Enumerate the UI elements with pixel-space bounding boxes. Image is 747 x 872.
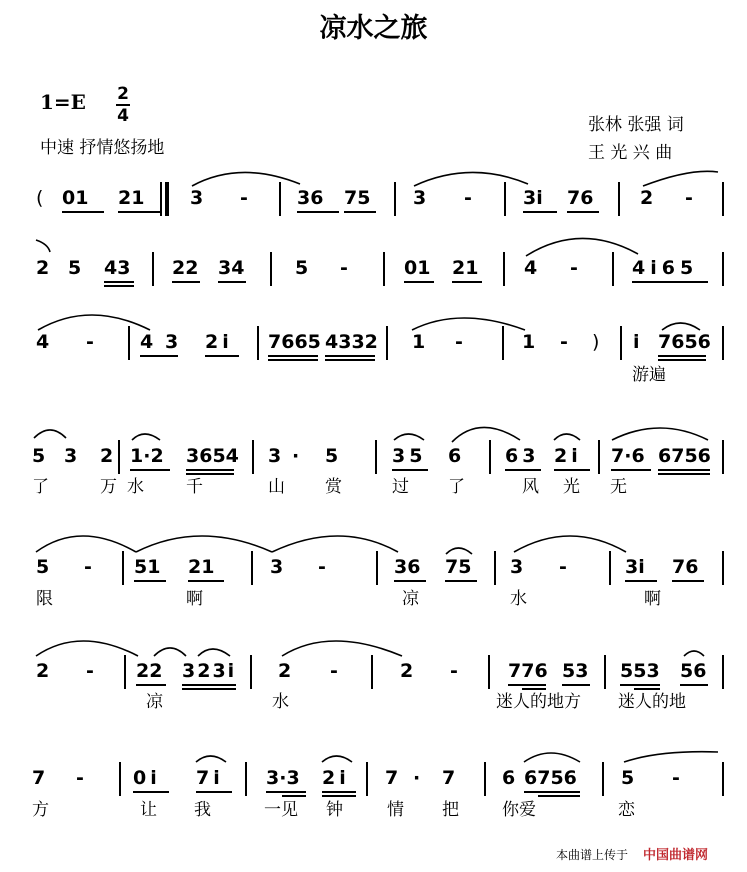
note-group: - — [84, 556, 92, 578]
tie — [282, 641, 402, 656]
note-group: - — [455, 331, 463, 353]
slur — [394, 434, 424, 440]
note-group: 76 — [567, 187, 594, 209]
lyric: 凉 — [146, 692, 163, 712]
lyric: 过 — [392, 477, 409, 497]
note-group: - — [86, 660, 94, 682]
note-group: 5 — [32, 445, 46, 467]
slur — [132, 434, 160, 440]
slur — [136, 536, 272, 552]
slur — [322, 756, 352, 762]
note-group: 2 — [36, 257, 50, 279]
note-group: 0i — [133, 767, 161, 789]
slur — [446, 548, 472, 554]
lyric: 山 — [268, 477, 285, 497]
tie — [624, 752, 718, 762]
note-group: 01 — [404, 257, 431, 279]
tie — [36, 536, 136, 552]
lyric: 啊 — [186, 589, 203, 609]
note-group: 43 — [104, 257, 131, 279]
lyric: 方 — [32, 800, 49, 820]
site-logo[interactable] — [643, 844, 708, 863]
note-group: - — [559, 556, 567, 578]
slur — [154, 648, 186, 656]
tie — [412, 318, 525, 330]
note-group: 6756 — [524, 767, 577, 789]
note-group: 553 — [620, 660, 660, 682]
page-title: 凉水之旅 — [319, 13, 428, 44]
note-group: 7 — [32, 767, 46, 789]
note-group: · — [292, 445, 300, 467]
tie — [452, 427, 520, 442]
note-group: - — [672, 767, 680, 789]
lyric: 把 — [442, 800, 459, 820]
tempo-marking: 中速 抒情悠扬地 — [40, 138, 165, 158]
slur — [684, 651, 704, 656]
lyric: 千 — [186, 477, 203, 497]
note-group: 4 — [524, 257, 538, 279]
note-group: 2 — [36, 660, 50, 682]
note-group: 3 — [510, 556, 524, 578]
lyric: 钟 — [326, 800, 343, 820]
note-group: 2i — [554, 445, 582, 467]
tie — [38, 315, 150, 330]
note-group: 22 — [172, 257, 199, 279]
lyric: 风光 — [522, 477, 604, 497]
note-group: 6 — [502, 767, 516, 789]
lyric: 啊 — [644, 589, 661, 609]
lyric: 无 — [610, 477, 627, 497]
note-group: 7656 — [658, 331, 711, 353]
note-group: 76 — [672, 556, 699, 578]
composer-credit: 王 光 兴 曲 — [588, 143, 673, 163]
note-group: 6 — [448, 445, 462, 467]
slur — [526, 238, 638, 256]
note-group: ( — [36, 187, 44, 209]
note-group: 6756 — [658, 445, 711, 467]
note-group: 51 — [134, 556, 161, 578]
lyric: 了 — [448, 477, 465, 497]
note-group: 3i — [523, 187, 543, 209]
note-group: 75 — [445, 556, 472, 578]
note-group: 7·6 — [611, 445, 645, 467]
lyric: 迷人的地 — [618, 692, 686, 712]
note-group: 5 — [68, 257, 82, 279]
note-group: 21 — [188, 556, 215, 578]
lyric: 游遍 — [632, 365, 666, 385]
tie — [36, 641, 138, 656]
note-group: ) — [592, 331, 600, 353]
note-group: 3 — [270, 556, 284, 578]
note-group: 53 — [562, 660, 589, 682]
time-numerator: 2 — [117, 84, 129, 104]
tie — [414, 172, 528, 186]
lyric: 我 — [194, 800, 211, 820]
lyric: 水 — [272, 692, 289, 712]
note-group: 36 — [297, 187, 324, 209]
note-group: 7665 — [268, 331, 321, 353]
time-denominator: 4 — [117, 106, 129, 126]
note-group: 2i — [322, 767, 350, 789]
note-group: 2 — [640, 187, 654, 209]
note-group: 7i — [196, 767, 224, 789]
note-group: 5 — [325, 445, 339, 467]
lyric: 情 — [387, 800, 404, 820]
lyric: 恋 — [618, 800, 635, 820]
note-group: 5 — [295, 257, 309, 279]
note-group: - — [685, 187, 693, 209]
note-group: 75 — [344, 187, 371, 209]
slur — [554, 434, 580, 440]
note-group: 3 — [64, 445, 78, 467]
lyricist-credit: 张林 张强 词 — [588, 115, 684, 135]
note-group: 34 — [218, 257, 245, 279]
note-group: 4i65 — [632, 257, 699, 279]
lyric: 凉 — [402, 589, 419, 609]
note-group: 3 — [190, 187, 204, 209]
tie — [643, 171, 718, 186]
note-group: 5 — [36, 556, 50, 578]
note-group: 4332 — [325, 331, 378, 353]
lyric: 一见 — [264, 800, 298, 820]
note-group: - — [340, 257, 348, 279]
lyric: 让 — [140, 800, 157, 820]
note-group: - — [570, 257, 578, 279]
note-group: 3i — [625, 556, 645, 578]
note-group: - — [330, 660, 338, 682]
note-group: 3 — [413, 187, 427, 209]
note-group: 2 — [100, 445, 114, 467]
note-group: - — [86, 331, 94, 353]
slur — [196, 756, 226, 762]
slur — [612, 428, 708, 440]
note-group: 1 — [522, 331, 536, 353]
note-group: 3 — [165, 331, 179, 353]
tie — [514, 536, 626, 552]
note-group: 776 — [508, 660, 548, 682]
note-group: 3654 — [186, 445, 239, 467]
tie — [36, 240, 50, 252]
tie — [192, 172, 300, 186]
note-group: 1 — [412, 331, 426, 353]
note-group: 323i — [182, 660, 237, 682]
note-group: 01 — [62, 187, 89, 209]
note-group: 3·3 — [266, 767, 300, 789]
note-group: 7 — [442, 767, 456, 789]
slur — [524, 753, 580, 762]
lyric: 限 — [36, 589, 53, 609]
note-group: 2 — [278, 660, 292, 682]
tie — [272, 536, 398, 552]
note-group: 56 — [680, 660, 707, 682]
lyric: 水 — [510, 589, 527, 609]
note-group: 35 — [392, 445, 427, 467]
note-group: 21 — [452, 257, 479, 279]
key-signature: 1=E — [40, 90, 86, 114]
site-logo-text: 中国曲谱网 — [643, 848, 709, 863]
note-group: 63 — [505, 445, 540, 467]
slur — [34, 430, 66, 438]
upload-credit: 本曲谱上传于 — [556, 848, 629, 862]
note-group: - — [464, 187, 472, 209]
note-group: · — [413, 767, 421, 789]
note-group: 4 — [140, 331, 154, 353]
note-group: 22 — [136, 660, 163, 682]
note-group: 7 — [385, 767, 399, 789]
note-group: 5 — [621, 767, 635, 789]
note-group: - — [560, 331, 568, 353]
note-group: - — [450, 660, 458, 682]
note-group: - — [240, 187, 248, 209]
note-group: - — [76, 767, 84, 789]
note-group: 36 — [394, 556, 421, 578]
note-group: 4 — [36, 331, 50, 353]
slur — [662, 323, 700, 330]
lyric: 万水 — [100, 477, 154, 497]
note-group: 2i — [205, 331, 233, 353]
note-group: 1·2 — [130, 445, 164, 467]
note-group: 2 — [400, 660, 414, 682]
lyric: 赏 — [325, 477, 342, 497]
note-group: 21 — [118, 187, 145, 209]
lyric: 你爱 — [502, 800, 536, 820]
note-group: 3 — [268, 445, 282, 467]
note-group: - — [318, 556, 326, 578]
lyric: 迷人的地方 — [496, 692, 581, 712]
note-group: i — [633, 331, 640, 353]
lyric: 了 — [32, 477, 49, 497]
slur — [198, 649, 230, 656]
